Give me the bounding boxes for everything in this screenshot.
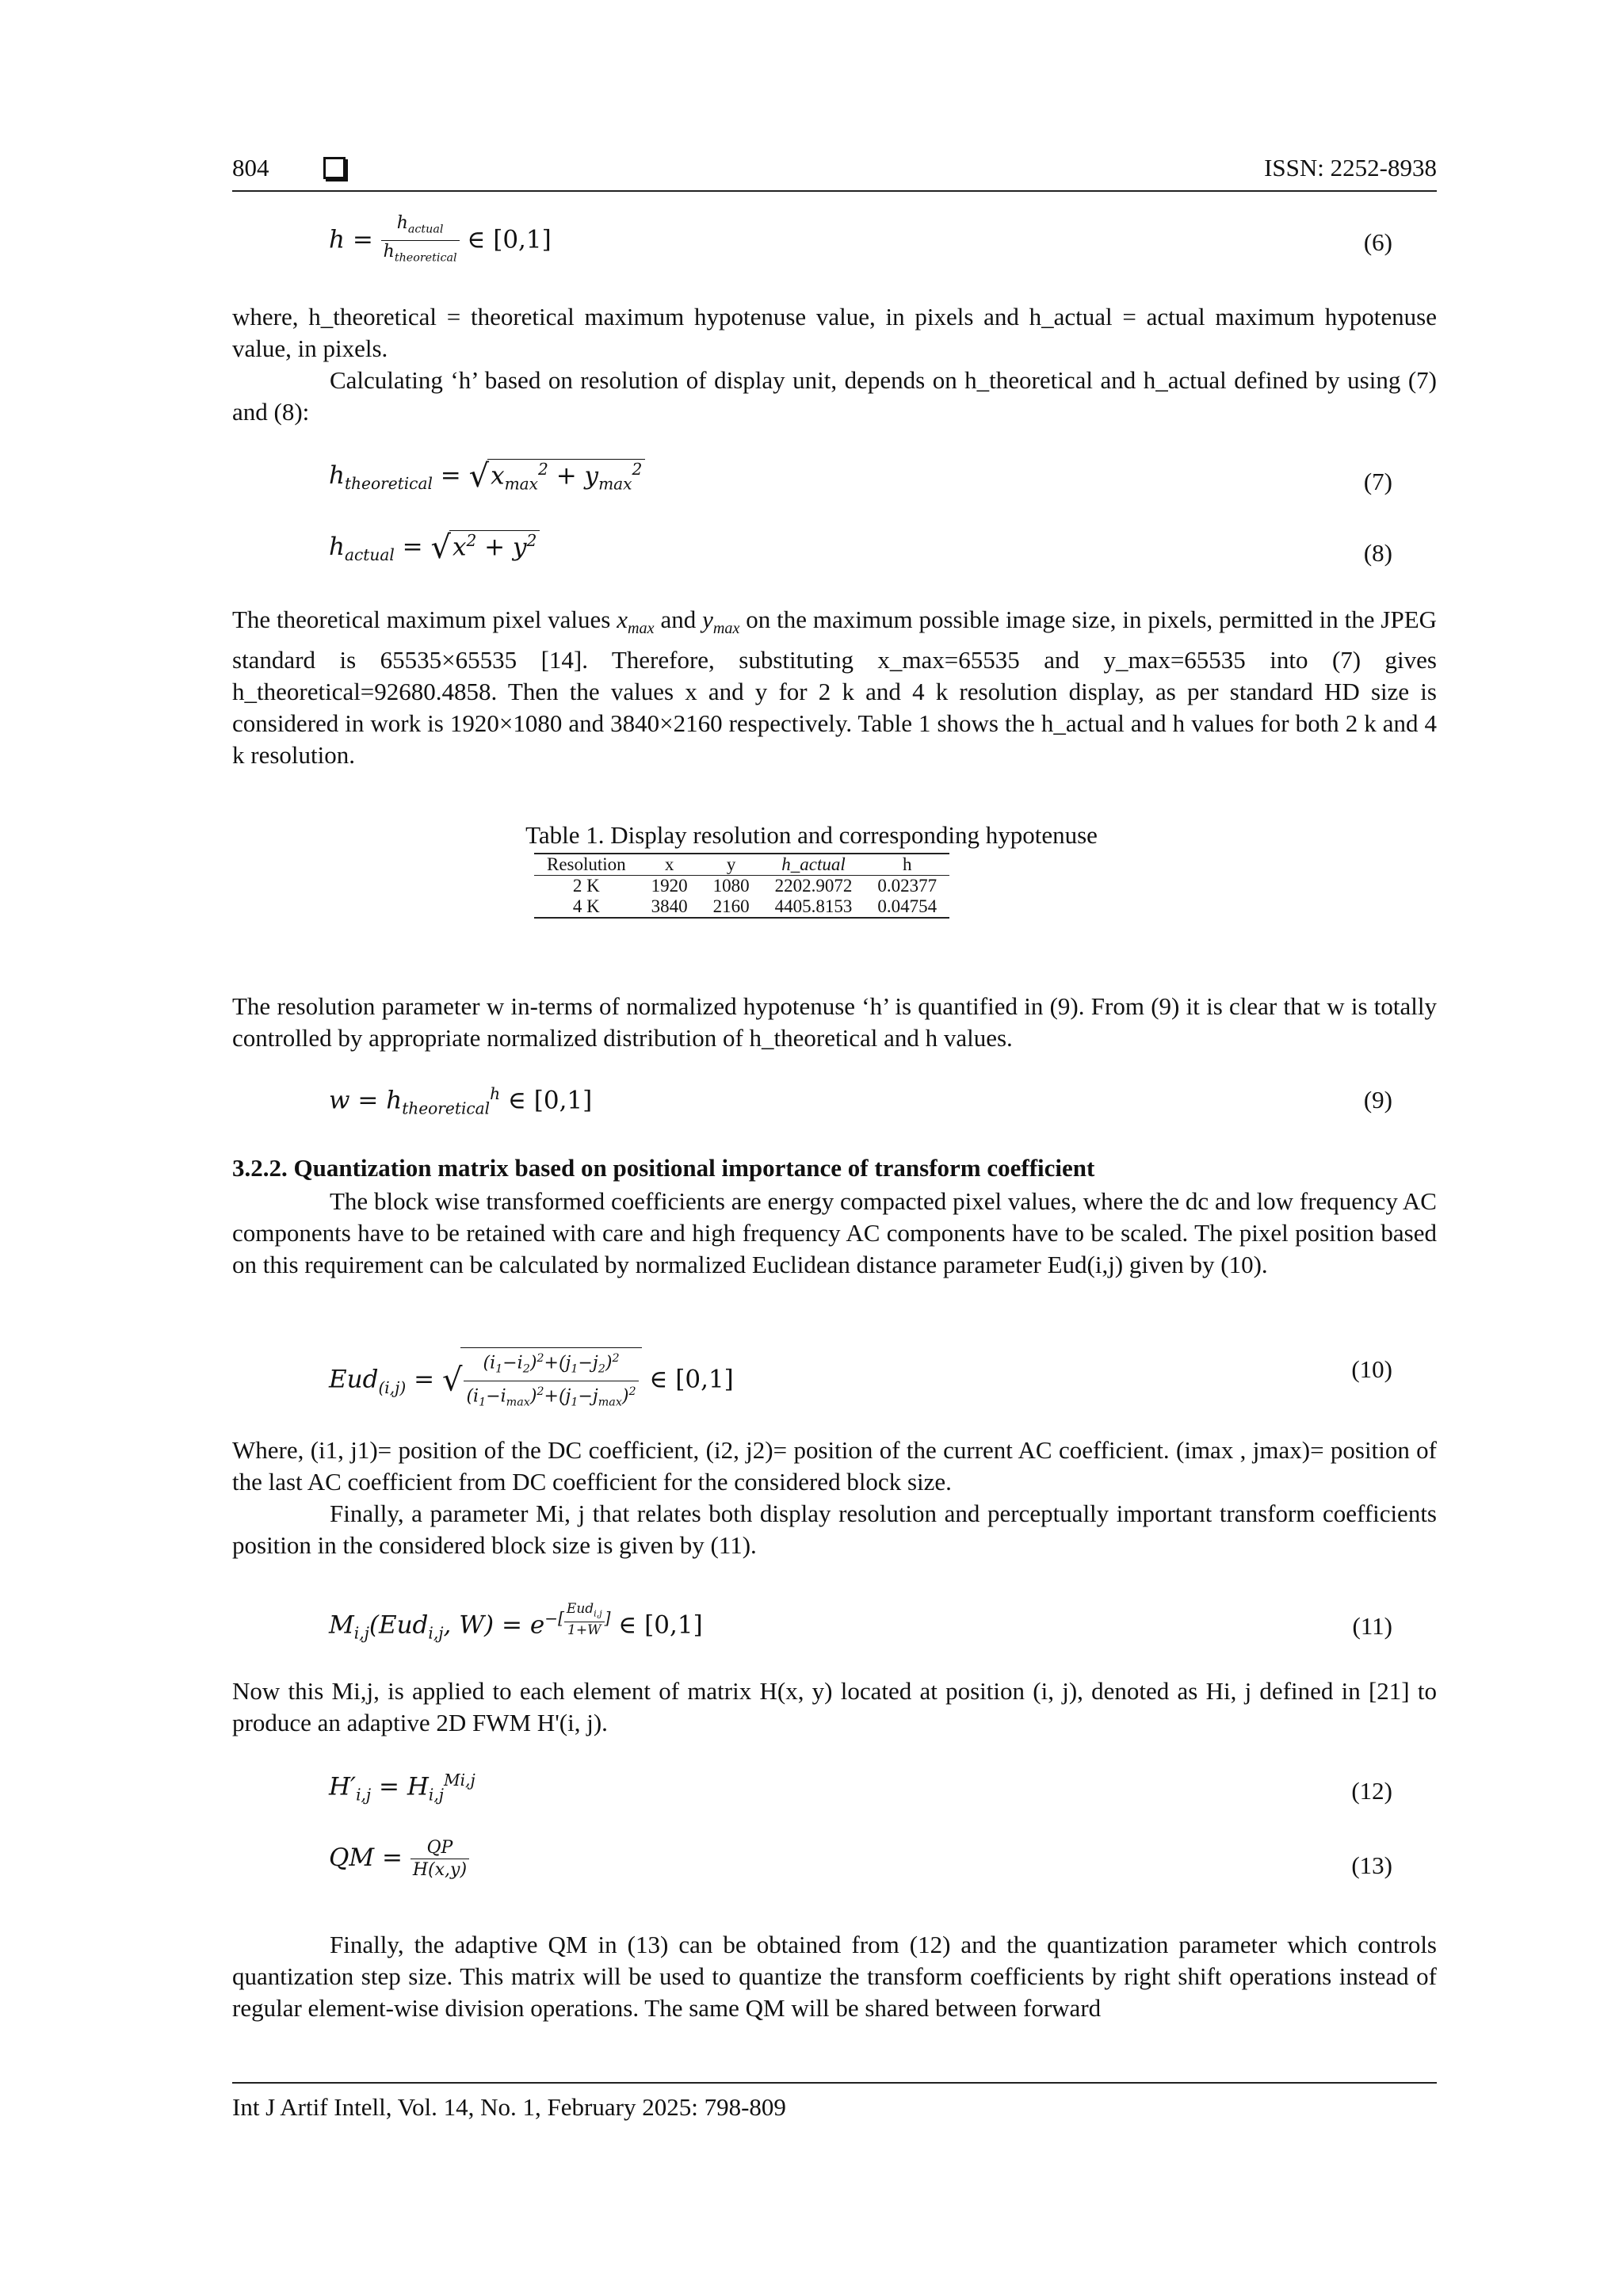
equation-number-9: (9) [1363, 1086, 1392, 1114]
equation-11: $M_{i,j}(Eud_{i,j}$, $W) = e^{-[ \frac{Eud_{i,j}}{1+W} ]}$ ∈ [0,1] [329, 1601, 703, 1643]
equation-6: h = $\frac{h_{actual}}{h_{theoretical}}$ ∈ [0,1] [329, 213, 552, 265]
equation-number-13: (13) [1351, 1851, 1392, 1879]
equation-8: $h_{actual} = √x^2 + y^2$ [329, 529, 540, 566]
table-cell: 2 K [572, 876, 600, 896]
equation-number-6: (6) [1363, 228, 1392, 256]
table-caption: Table 1. Display resolution and corresponding hypotenuse [525, 821, 1098, 849]
table-row [534, 896, 949, 918]
paragraph-where-2: Where, (i1, j1)= position of the DC coefficient, (i2, j2)= position of the current AC coefficient. (imax , jmax)= position of the last AC coefficient from DC coefficient for the considered block size. [232, 1436, 1437, 1496]
paragraph-theoretical-part1: The theoretical maximum pixel values [232, 606, 611, 633]
equation-number-11: (11) [1352, 1612, 1392, 1640]
equation-10: Eud$_{(i,j)}$ = √ $\frac{(i_1-i_2)^2+(j_1-j_2)^2}{(i_1-i_{max})^2+(j_1-j_{max})^2}$ ∈ [0,1] [329, 1347, 734, 1413]
page-number: 804 [232, 154, 269, 181]
table-cell: 1920 [651, 876, 688, 896]
table-header-cell: y [701, 854, 762, 876]
equation-number-7: (7) [1363, 468, 1392, 495]
equation-number-10: (10) [1351, 1355, 1392, 1383]
table-cell: 4405.8153 [762, 896, 865, 918]
paragraph-where: where, h_theoretical = theoretical maximum hypotenuse value, in pixels and h_actual = actual maximum hypotenuse value, in pixels. [232, 303, 1437, 362]
page-header [232, 154, 1437, 192]
equation-13: QM = $\frac{QP}{H(x,y)}$ [329, 1837, 469, 1881]
equation-7: $h_{theoretical} = √x_{max}^2 + y_{max}^2$ [329, 458, 645, 495]
table-cell: 0.04754 [865, 896, 949, 918]
paragraph-final: Finally, the adaptive QM in (13) can be obtained from (12) and the quantization parameter which controls quantization step size. This matrix will be used to quantize the transform coefficients by right shift operations instead of regular element-wise division operations. The same QM will be shared between forward [232, 1931, 1437, 2022]
equation-12: $H'_{i,j} = H_{i,j}^{Mi,j}$ [329, 1771, 475, 1805]
table-cell: 2202.9072 [774, 876, 853, 896]
equation-number-8: (8) [1363, 539, 1392, 567]
table-cell: 3840 [639, 896, 701, 918]
paragraph-theoretical: The theoretical maximum pixel values $x_{max}$ and $y_{max}$ on the maximum possible image size, in pixels, permitted in the JPEG standard is 65535×65535 [14]. Therefore, substituting x_max=65535 and y_max=65535 into (7) gives h_theoretical=92680.4858. Then the values x and y for 2 k and 4 k resolution display, as per standard HD size is considered in work is 1920×1080 and 3840×2160 respectively. Table 1 shows the h_actual and h values for both 2 k and 4 k resolution. [232, 606, 1438, 770]
table-1 [534, 853, 949, 919]
issn: ISSN: 2252-8938 [1264, 154, 1437, 181]
paragraph-calculating: Calculating ‘h’ based on resolution of display unit, depends on h_theoretical and h_actual defined by using (7) and (8): [232, 366, 1437, 426]
table-header-cell: h_actual [762, 854, 865, 876]
table-cell: 2160 [701, 896, 762, 918]
page-footer [232, 2082, 1437, 2122]
table-cell: 1080 [712, 876, 750, 896]
table-header-cell: h [865, 854, 949, 876]
paragraph-now: Now this Mi,j, is applied to each element of matrix H(x, y) located at position (i, j), denoted as Hi, j defined in [21] to produce an adaptive 2D FWM H'(i, j). [232, 1677, 1437, 1736]
square-icon [323, 157, 346, 179]
table-cell: 4 K [534, 896, 639, 918]
paragraph-theoretical-part2: on the maximum possible image size, in pixels, permitted in the JPEG standard is 65535×65535 [14]. Therefore, substituting x_max=65535 and y_max=65535 into (7) gives h_theoretical=92680.4858. Then the values x and y for 2 k and 4 k resolution display, as per standard HD size is considered in work is 1920×1080 and 3840×2160 respectively. Table 1 shows the h_actual and h values for both 2 k and 4 k resolution. [232, 606, 1438, 770]
table-row [534, 876, 949, 897]
equation-number-12: (12) [1351, 1777, 1392, 1805]
footer-citation: Int J Artif Intell, Vol. 14, No. 1, February 2025: 798-809 [232, 2093, 786, 2121]
table-header-cell: x [639, 854, 701, 876]
paragraph-block: The block wise transformed coefficients are energy compacted pixel values, where the dc and low frequency AC components have to be retained with care and high frequency AC components have to be scaled. The pixel position based on this requirement can be calculated by normalized Euclidean distance parameter Eud(i,j) given by (10). [232, 1187, 1437, 1278]
table-header-row [534, 854, 949, 876]
table-header-cell: Resolution [534, 854, 639, 876]
equation-9: $w = h_{theoretical}^h$ ∈ [0,1] [329, 1084, 593, 1118]
table-cell: 0.02377 [877, 876, 938, 896]
paragraph-finally: Finally, a parameter Mi, j that relates both display resolution and perceptually important transform coefficients position in the considered block size is given by (11). [232, 1499, 1437, 1559]
paragraph-resolution: The resolution parameter w in-terms of normalized hypotenuse ‘h’ is quantified in (9). From (9) it is clear that w is totally controlled by appropriate normalized distribution of h_theoretical and h values. [232, 992, 1437, 1052]
section-heading: 3.2.2. Quantization matrix based on positional importance of transform coefficient [232, 1154, 1095, 1182]
